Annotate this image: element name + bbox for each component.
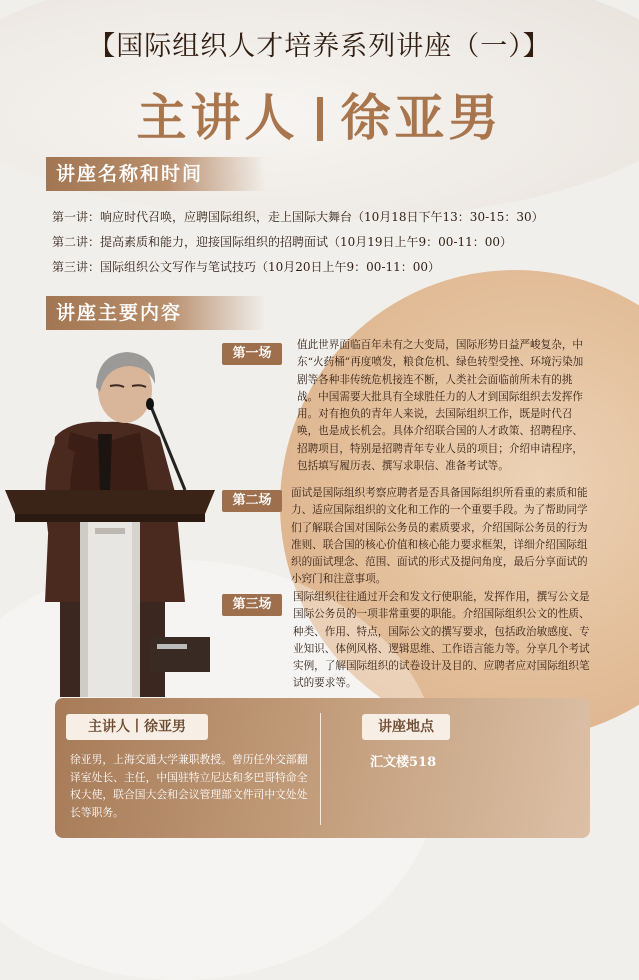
speaker-name: 徐亚男 [340, 89, 503, 147]
schedule-heading: 讲座名称和时间 [46, 157, 266, 191]
title-separator [317, 97, 323, 141]
speaker-photo [0, 342, 220, 697]
session-1-text: 值此世界面临百年未有之大变局，国际形势日益严峻复杂，中东“火药桶”再度喷发，粮食危机、绿色转型受挫、环境污染加剧等各种非传统危机接连不断，人类社会面临前所未有的挑战。中国需要大批具有全球胜任力的人才到国际组织去发挥作用。对有抱负的青年人来说，去国际组织工作，既是时代召唤，也是成长机会。具体介绍联合国的人才政策、招聘程序、招聘项目，特别是招聘青年专业人员的项目；介绍申请程序，包括填写履历表、撰写求职信、准备考试等。 [297, 339, 584, 473]
session-1-badge: 第一场 [222, 343, 282, 365]
content-heading: 讲座主要内容 [46, 296, 266, 330]
venue-value: 汇文楼518 [370, 755, 437, 770]
speaker-title [0, 78, 639, 150]
lecture-3: 第三讲：国际组织公文写作与笔试技巧（10月20日上午9：00-11：00） [52, 260, 441, 274]
session-2-badge: 第二场 [222, 490, 282, 512]
footer-divider [320, 713, 321, 825]
speaker-tag: 主讲人丨徐亚男 [66, 714, 208, 740]
speaker-label: 主讲人 [136, 89, 299, 147]
session-3-badge: 第三场 [222, 594, 282, 616]
lecture-2: 第二讲：提高素质和能力，迎接国际组织的招聘面试（10月19日上午9：00-11：00） [52, 235, 513, 249]
series-title: 【国际组织人才培养系列讲座（一）】 [88, 31, 551, 62]
venue-tag: 讲座地点 [362, 714, 450, 740]
session-3-text: 国际组织往往通过开会和发文行使职能，发挥作用，撰写公文是国际公务员的一项非常重要的职能。介绍国际组织公文的性质、种类、作用、特点，国际公文的撰写要求，包括政治敏感度、专业知识、体例风格、逻辑思维、工作语言能力等。分享几个考试实例，了解国际组织的试卷设计及目的、应聘者应对国际组织笔试的要求等。 [293, 591, 590, 690]
speaker-bio: 徐亚男，上海交通大学兼职教授。曾历任外交部翻译室处长、主任，中国驻特立尼达和多巴哥特命全权大使，联合国大会和会议管理部文件司中文处处长等职务。 [70, 753, 308, 819]
lecture-1: 第一讲：响应时代召唤，应聘国际组织，走上国际大舞台（10月18日下午13：30-15：30） [52, 210, 544, 224]
session-2-text: 面试是国际组织考察应聘者是否具备国际组织所看重的素质和能力、适应国际组织的文化和工作的一个重要手段。为了帮助同学们了解联合国对国际公务员的素质要求，介绍国际公务员的行为准则、联合国的核心价值和核心能力要求框架，详细介绍国际组织的面试理念、范围、面试的形式及提问角度，最后分享面试的小窍门和注意事项。 [291, 487, 588, 586]
